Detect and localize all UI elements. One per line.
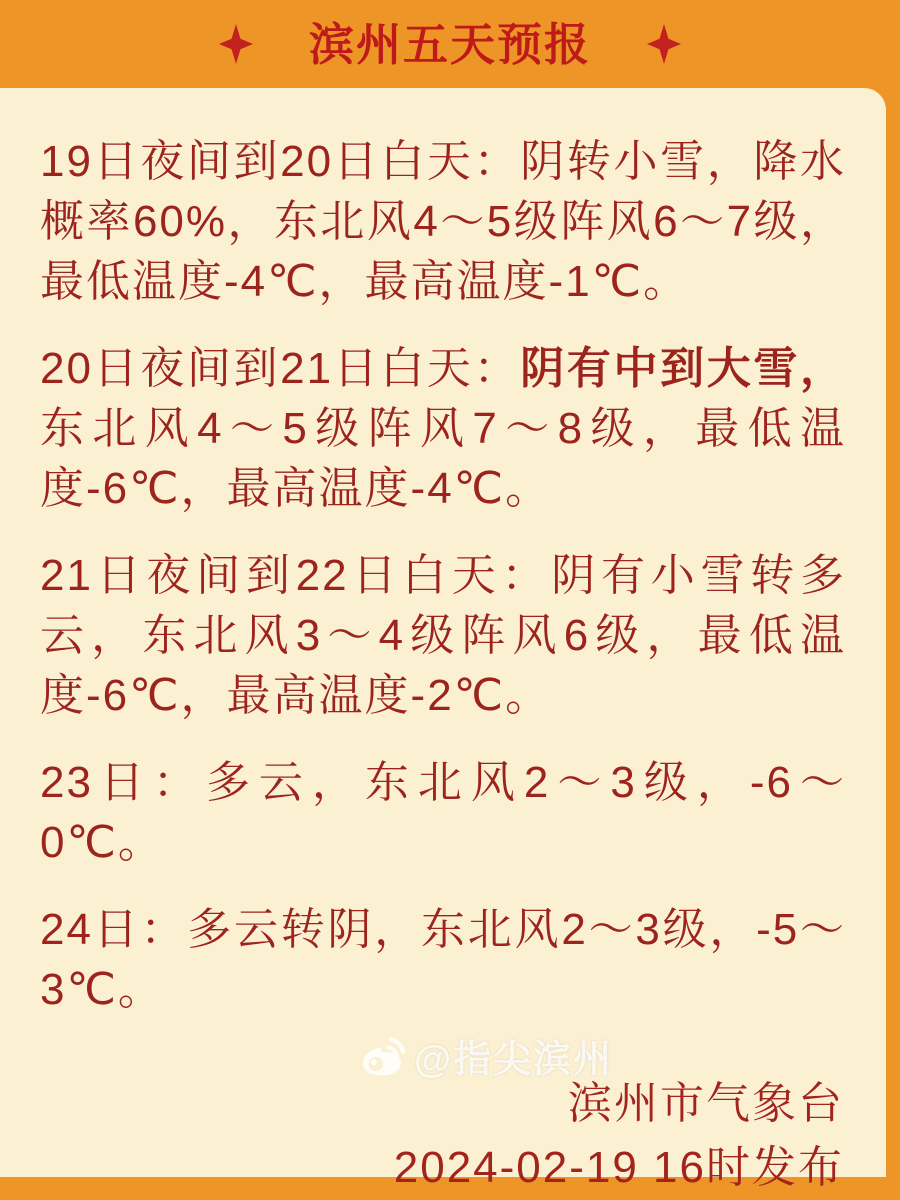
- forecast-paragraph-day2: [40, 339, 846, 519]
- forecast-text: 多云，东北风2～3级，-6～0℃。: [40, 758, 846, 867]
- forecast-paragraph-day5: [40, 900, 846, 1020]
- forecast-paragraph-day1: [40, 132, 846, 312]
- watermark-handle: @指尖滨州: [414, 1039, 614, 1081]
- forecast-paragraph-day3: [40, 546, 846, 726]
- four-pointed-star-icon: [647, 24, 681, 64]
- forecast-text: 阴转小雪，降水概率60%，东北风4～5级阵风6～7级，最低温度-4℃，最高温度-1℃。: [40, 137, 846, 306]
- forecast-text: 阴有小雪转多云，东北风3～4级阵风6级，最低温度-6℃，最高温度-2℃。: [40, 551, 846, 720]
- forecast-period: 20日夜间到21日白天：: [40, 344, 521, 393]
- forecast-period: 19日夜间到20日白天：: [40, 137, 521, 186]
- forecast-period: 23日：: [40, 758, 206, 807]
- header-band: [0, 0, 900, 88]
- issuer-block: [40, 1072, 846, 1200]
- forecast-period: 24日：: [40, 905, 188, 954]
- issue-datetime: 2024-02-19 16时发布: [393, 1143, 844, 1192]
- forecast-paragraph-day4: [40, 753, 846, 873]
- forecast-period: 21日夜间到22日白天：: [40, 551, 552, 600]
- four-pointed-star-icon: [219, 24, 253, 64]
- forecast-text: 多云转阴，东北风2～3级，-5～3℃。: [40, 905, 846, 1014]
- forecast-card: [0, 88, 886, 1192]
- forecast-text: 东北风4～5级阵风7～8级，最低温度-6℃，最高温度-4℃。: [40, 404, 846, 513]
- issuing-agency: 滨州市气象台: [568, 1079, 844, 1128]
- forecast-highlight: 阴有中到大雪，: [520, 344, 846, 393]
- page-title: 滨州五天预报: [308, 18, 591, 70]
